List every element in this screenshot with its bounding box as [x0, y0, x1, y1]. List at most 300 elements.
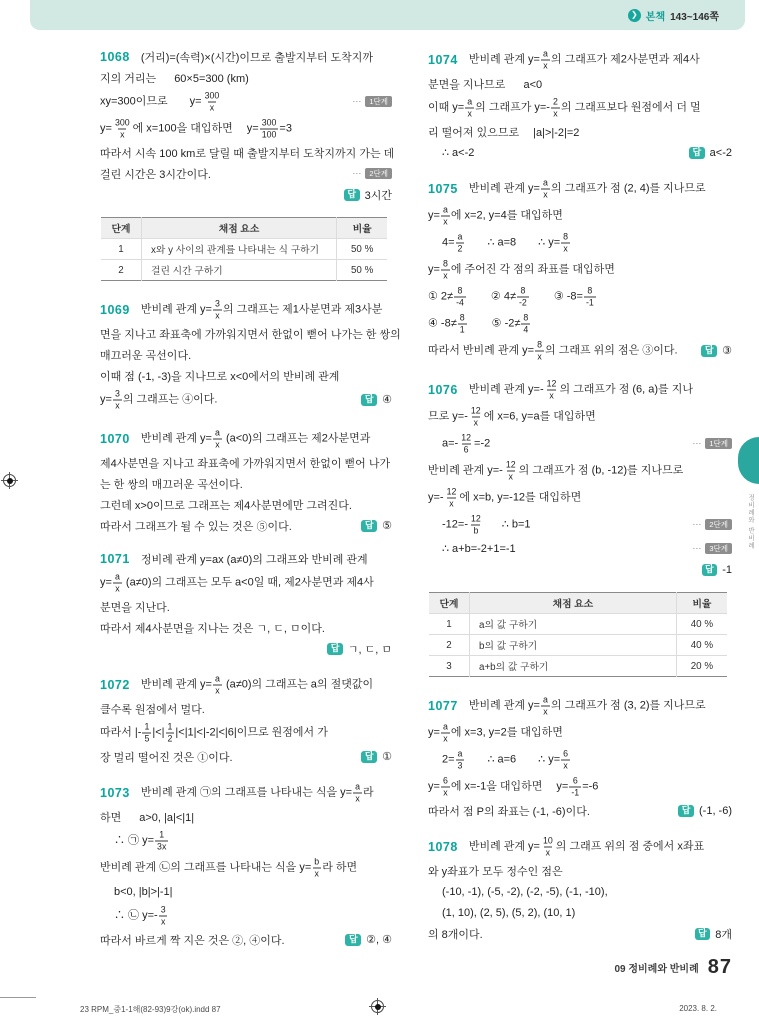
fraction-denominator: x	[215, 310, 220, 320]
table-cell: b의 값 구하기	[470, 635, 677, 656]
text-run: 의 그래프보다 원점에서 더 멀	[560, 101, 701, 114]
text-line	[100, 698, 392, 719]
chapter-side-label: 정비례와 반비례	[747, 494, 754, 550]
text-run: 에 주어진 각 점의 좌표를 대입하면	[450, 263, 615, 276]
fraction-denominator: x	[537, 351, 542, 361]
fraction-numerator: b	[314, 856, 320, 867]
text-run: 반비례 관계 ㉠의 그래프를 나타내는 식을 y=	[140, 786, 353, 799]
line-content	[114, 905, 169, 926]
text-run: 는 한 쌍의 매끄러운 곡선이다.	[100, 478, 243, 491]
text-line	[100, 806, 392, 827]
text-run: (a≠0)의 그래프는 a의 절댓값이	[222, 678, 374, 691]
text-run: ∴ y=	[538, 753, 561, 766]
line-content	[100, 620, 325, 636]
left-column	[100, 46, 401, 962]
fraction-numerator: a	[542, 694, 548, 705]
fraction	[545, 379, 559, 400]
fraction-denominator: 1	[459, 324, 465, 334]
text-run: |<|1|<|-2|<|6|이므로 원점에서 가	[175, 726, 328, 739]
line-content	[100, 599, 170, 615]
table-header-row	[429, 593, 727, 614]
table-header-cell: 단계	[101, 218, 142, 239]
line-content	[114, 886, 173, 898]
text-run: =3	[279, 122, 292, 135]
text-line	[100, 638, 392, 659]
text-line	[100, 365, 392, 386]
fraction-numerator: a	[467, 96, 473, 107]
answer-badge: 답	[701, 345, 717, 357]
table-header-cell: 채점 요소	[142, 218, 337, 239]
fraction	[113, 572, 122, 593]
text-run: a>0, |a|<|1|	[139, 811, 195, 824]
answer-badge: 답	[361, 751, 377, 763]
line-content	[100, 809, 194, 825]
text-run: ⑤ -2≠	[491, 317, 521, 330]
text-run: 반비례 관계 y=	[468, 53, 540, 66]
text-run: ② 4≠	[490, 290, 516, 303]
text-line	[100, 296, 392, 323]
line-content	[442, 514, 531, 535]
text-line	[428, 283, 732, 310]
line-content	[100, 166, 211, 182]
line-content	[100, 326, 401, 342]
text-run: 따라서 반비례 관계 y=	[428, 344, 535, 357]
text-line	[428, 229, 732, 256]
text-line	[100, 452, 392, 473]
text-run: 의 그래프는 ④이다.	[122, 393, 218, 406]
table-cell: 50 %	[337, 260, 388, 281]
text-run: 분면을 지난다.	[100, 601, 170, 614]
answer-value: 3시간	[364, 189, 392, 202]
answer-value: -1	[722, 563, 732, 576]
answer	[702, 564, 732, 576]
line-content	[428, 313, 531, 334]
fraction-denominator: x	[120, 129, 125, 139]
text-run: y=	[428, 209, 440, 222]
text-line	[100, 163, 392, 184]
text-line	[428, 559, 732, 580]
line-content	[442, 146, 474, 159]
text-run: 의 8개이다.	[428, 928, 483, 941]
text-run: (a≠0)의 그래프는 모두 a<0일 때, 제2사분면과 제4사	[122, 576, 374, 589]
line-content	[428, 406, 596, 427]
table-header-cell: 채점 요소	[470, 593, 677, 614]
text-line	[100, 115, 392, 142]
text-line	[428, 860, 732, 881]
text-line	[100, 902, 392, 929]
text-run: ∴ a<-2	[442, 147, 475, 159]
fraction	[353, 782, 362, 803]
text-run: (거리)=(속력)×(시간)이므로 출발지부터 도착지까	[140, 51, 374, 64]
text-run: (-10, -1), (-5, -2), (-2, -5), (-1, -10),	[442, 885, 608, 898]
text-run: 걸린 시간은 3시간이다.	[100, 168, 211, 181]
table-cell: 3	[429, 656, 470, 677]
text-run: -12=-	[442, 518, 468, 531]
answer	[361, 519, 392, 532]
doc-footer-right: 2023. 8. 2.	[679, 1004, 717, 1013]
step-badge-wrap	[692, 543, 732, 555]
text-line	[100, 142, 395, 163]
problem-number: 1075	[428, 181, 458, 196]
fraction-denominator: x	[115, 400, 120, 410]
answer-value: ①	[382, 751, 392, 763]
fraction	[458, 313, 467, 334]
line-content	[100, 118, 292, 139]
line-content	[100, 518, 292, 534]
fraction-numerator: 8	[537, 339, 543, 350]
problem-number: 1078	[428, 839, 458, 854]
fraction-denominator: x	[508, 471, 513, 481]
table-row	[429, 635, 727, 656]
line-content	[100, 91, 222, 112]
text-run: 에 x=-1을 대입하면	[450, 780, 543, 793]
answer	[361, 393, 392, 406]
text-run: 제4사분면을 지나고 좌표축에 가까워지면서 한없이 뻗어 나가	[100, 457, 391, 470]
fraction	[155, 830, 168, 851]
line-content	[469, 49, 700, 70]
fraction-denominator: x	[215, 439, 220, 449]
line-content	[442, 907, 575, 919]
text-line	[428, 800, 732, 821]
line-content	[141, 49, 373, 65]
text-run: (a<0)의 그래프는 제2사분면과	[222, 432, 371, 445]
fraction-numerator: 8	[442, 258, 448, 269]
ellipsis: ⋯	[692, 438, 702, 448]
fraction-numerator: 6	[563, 748, 569, 759]
line-content	[100, 572, 374, 593]
ellipsis: ⋯	[352, 96, 362, 106]
text-run: ∴ ㉡ y=-	[114, 909, 158, 922]
text-run: 의 그래프는 제1사분면과 제3사분	[222, 303, 383, 316]
answer-value: ㄱ, ㄷ, ㅁ	[347, 643, 392, 656]
table-body	[429, 614, 727, 677]
fraction-numerator: 12	[461, 432, 472, 443]
fraction	[142, 722, 151, 743]
line-content	[428, 340, 678, 361]
solution-1071	[100, 548, 392, 659]
problem-number: 1074	[428, 52, 458, 67]
doc-footer-left: 23 RPM_중1-1해(82-93)9강(ok).indd 87	[80, 1005, 221, 1014]
fraction	[159, 905, 168, 926]
text-run: =-6	[582, 780, 599, 793]
line-content	[428, 926, 483, 942]
text-run: 에 x=6, y=a를 대입하면	[483, 410, 596, 423]
fraction	[203, 91, 222, 112]
step-badge-wrap	[352, 168, 392, 180]
text-run: 지의 거리는	[100, 72, 157, 85]
fraction	[541, 49, 550, 70]
text-run: 4=	[442, 236, 455, 249]
answer-badge: 답	[361, 394, 377, 406]
text-run: 라 하면	[322, 861, 358, 874]
line-right	[686, 438, 732, 450]
line-content	[141, 782, 374, 803]
fraction-denominator: x	[549, 390, 554, 400]
fraction-denominator: x	[443, 787, 448, 797]
fraction-denominator: 3	[457, 760, 463, 770]
fraction-denominator: x	[553, 108, 558, 118]
fraction-denominator: -4	[456, 297, 464, 307]
text-line	[428, 902, 732, 923]
fraction-denominator: x	[314, 868, 319, 878]
line-content	[428, 803, 590, 819]
line-content	[428, 97, 701, 118]
answer-value: 8개	[715, 928, 732, 941]
line-right	[686, 543, 732, 555]
line-content	[428, 722, 563, 743]
line-content	[428, 863, 563, 879]
text-run: 에 x=b, y=-12를 대입하면	[459, 491, 582, 504]
fraction-numerator: a	[457, 748, 463, 759]
text-line	[428, 142, 732, 163]
text-line	[100, 323, 401, 344]
line-right	[338, 187, 392, 203]
solution-1078	[428, 833, 732, 944]
fraction-numerator: a	[214, 427, 220, 438]
fraction-numerator: 8	[587, 285, 593, 296]
text-run: a<0	[523, 78, 543, 91]
fraction-numerator: 10	[542, 835, 553, 846]
line-content	[442, 542, 516, 555]
text-run: 따라서 시속 100 km로 달릴 때 출발지부터 도착지까지 가는 데	[100, 147, 395, 160]
fraction-numerator: 8	[563, 231, 569, 242]
text-run: |a|>|-2|=2	[533, 126, 580, 139]
text-line	[428, 773, 732, 800]
text-run: y=	[428, 726, 440, 739]
step-badge: 1단계	[705, 438, 732, 450]
line-content	[428, 776, 598, 797]
fraction	[113, 118, 132, 139]
text-run: =-2	[474, 437, 491, 450]
text-line	[428, 881, 732, 902]
fraction-denominator: x	[115, 583, 120, 593]
fraction-denominator: b	[473, 525, 479, 535]
ellipsis: ⋯	[352, 168, 362, 178]
fraction	[441, 259, 450, 280]
text-run: ∴ ㉠ y=	[114, 834, 155, 847]
answer	[345, 933, 392, 946]
fraction	[113, 389, 122, 410]
text-run: ∴ a+b=-2+1=-1	[442, 543, 516, 555]
text-run: 정비례 관계 y=ax (a≠0)의 그래프와 반비례 관계	[140, 553, 368, 566]
text-run: 반비례 관계 y=	[468, 699, 540, 712]
fraction	[561, 749, 570, 770]
step-badge-wrap	[352, 96, 392, 108]
fraction-numerator: 300	[261, 117, 277, 128]
text-run: 에 x=3, y=2를 대입하면	[450, 726, 563, 739]
fraction-numerator: 1	[159, 829, 165, 840]
right-column	[428, 46, 732, 979]
fraction	[445, 487, 459, 508]
text-run: ∴ a=8	[487, 236, 517, 249]
fraction-numerator: 8	[457, 285, 463, 296]
table-cell: 1	[101, 239, 142, 260]
answer-badge: 답	[695, 928, 711, 940]
text-line	[100, 671, 392, 698]
text-line	[100, 494, 392, 515]
text-line	[100, 46, 392, 67]
fraction	[541, 178, 550, 199]
table-row	[101, 239, 387, 260]
fraction	[456, 749, 465, 770]
line-content	[100, 347, 191, 363]
answer-badge: 답	[344, 189, 360, 201]
line-content	[141, 428, 371, 449]
step-badge-wrap	[692, 438, 732, 450]
fraction-denominator: -2	[518, 297, 527, 307]
fraction-denominator: 2	[167, 733, 173, 743]
fraction-denominator: -1	[585, 297, 594, 307]
chevron-right-icon: ❯	[628, 9, 641, 22]
answer-badge: 답	[678, 805, 694, 817]
text-run: 의 그래프가 점 (3, 2)를 지나므로	[550, 699, 706, 712]
text-run: 하면	[100, 811, 122, 824]
line-right	[321, 641, 392, 657]
text-run: 반비례 관계 y=-	[428, 464, 503, 477]
text-run: 라	[363, 786, 374, 799]
text-run: y=	[428, 780, 440, 793]
text-run: 반비례 관계 y=	[468, 182, 540, 195]
text-line	[428, 746, 732, 773]
line-content	[428, 460, 683, 481]
fraction-denominator: x	[563, 243, 568, 253]
fraction	[441, 722, 450, 743]
line-content	[100, 932, 285, 948]
text-run: 따라서 |-	[100, 726, 142, 739]
fraction	[561, 232, 570, 253]
problem-number: 1077	[428, 698, 458, 713]
fraction	[213, 299, 222, 320]
text-run: ∴ a=6	[487, 753, 517, 766]
text-run: 따라서 바르게 짝 지은 것은 ②, ④이다.	[100, 934, 285, 947]
registration-mark	[371, 1000, 384, 1013]
fraction	[465, 97, 474, 118]
text-run: 반비례 관계 y=	[140, 303, 212, 316]
text-run: 60×5=300 (km)	[174, 72, 249, 85]
text-line	[428, 175, 732, 202]
ellipsis: ⋯	[692, 543, 702, 553]
text-line	[428, 256, 732, 283]
fraction-numerator: 3	[160, 904, 166, 915]
fraction	[517, 286, 529, 307]
answer	[327, 641, 392, 657]
text-line	[428, 73, 732, 94]
line-right	[339, 933, 392, 946]
grading-table	[429, 592, 727, 677]
text-run: |<|	[152, 726, 165, 739]
text-run: 면을 지나고 좌표축에 가까워지면서 한없이 뻗어 나가는 한 쌍의	[100, 328, 401, 341]
table-cell: 40 %	[676, 635, 727, 656]
line-content	[100, 476, 243, 492]
table-cell: 1	[429, 614, 470, 635]
fraction-numerator: 8	[523, 312, 529, 323]
problem-number: 1070	[100, 431, 130, 446]
table-head	[101, 218, 387, 239]
line-content	[100, 455, 390, 471]
line-content	[141, 674, 373, 695]
solution-1069	[100, 296, 401, 413]
text-run: 분면을 지나므로	[428, 78, 506, 91]
fraction-denominator: -1	[571, 787, 580, 797]
answer	[695, 926, 732, 942]
fraction-numerator: 12	[505, 459, 516, 470]
text-run: y=	[100, 393, 112, 406]
answer	[361, 750, 392, 763]
step-badge: 1단계	[365, 96, 392, 108]
fraction-numerator: a	[442, 721, 448, 732]
line-content	[428, 205, 563, 226]
line-content	[100, 857, 357, 878]
fraction	[521, 313, 530, 334]
fraction	[441, 205, 450, 226]
text-line	[100, 617, 392, 638]
answer-value: ②, ④	[366, 934, 392, 946]
fraction	[584, 286, 596, 307]
text-line	[428, 484, 732, 511]
fraction	[551, 97, 560, 118]
text-run: ③ -8=	[553, 290, 583, 303]
answer-badge: 답	[702, 564, 718, 576]
text-run: 그런데 x>0이므로 그래프는 제4사분면에만 그려진다.	[100, 499, 352, 512]
page-header-bar	[30, 0, 745, 30]
text-run: y=	[100, 122, 112, 135]
line-content	[469, 379, 693, 400]
table-cell: 20 %	[676, 656, 727, 677]
fraction-denominator: x	[215, 685, 220, 695]
line-content	[428, 76, 542, 92]
line-content	[100, 701, 205, 717]
line-content	[141, 551, 368, 567]
line-content	[100, 497, 352, 513]
problem-number: 1072	[100, 677, 130, 692]
text-line	[428, 692, 732, 719]
fraction	[456, 232, 465, 253]
fraction-numerator: a	[442, 204, 448, 215]
fraction-denominator: x	[209, 102, 215, 112]
step-badge: 2단계	[365, 168, 392, 180]
answer	[678, 805, 732, 817]
fraction-denominator: x	[443, 216, 448, 226]
line-right	[355, 519, 392, 532]
text-line	[100, 386, 392, 413]
line-content	[442, 433, 490, 454]
fraction-denominator: x	[160, 916, 166, 926]
fraction	[441, 776, 450, 797]
table-cell: a+b의 값 구하기	[470, 656, 677, 677]
text-line	[100, 746, 392, 767]
text-run: ∴ y=	[538, 236, 561, 249]
fraction-denominator: 3x	[157, 841, 167, 851]
chapter-side-tab	[738, 437, 759, 484]
table-cell: 2	[429, 635, 470, 656]
step-badge-wrap	[692, 519, 732, 531]
text-line	[100, 548, 392, 569]
fraction-denominator: x	[543, 189, 548, 199]
text-run: y=	[246, 122, 259, 135]
table-row	[101, 260, 387, 281]
line-content	[428, 286, 597, 307]
table-cell: 2	[101, 260, 142, 281]
line-content	[100, 749, 233, 765]
fraction	[459, 433, 473, 454]
fraction	[569, 776, 581, 797]
text-run: 반비례 관계 y=	[468, 840, 540, 853]
line-content	[100, 70, 249, 86]
line-content	[469, 836, 704, 857]
text-run: 의 그래프가 점 (b, -12)를 지나므로	[518, 464, 684, 477]
header-book-label: 본책	[645, 11, 666, 23]
text-line	[428, 337, 732, 364]
